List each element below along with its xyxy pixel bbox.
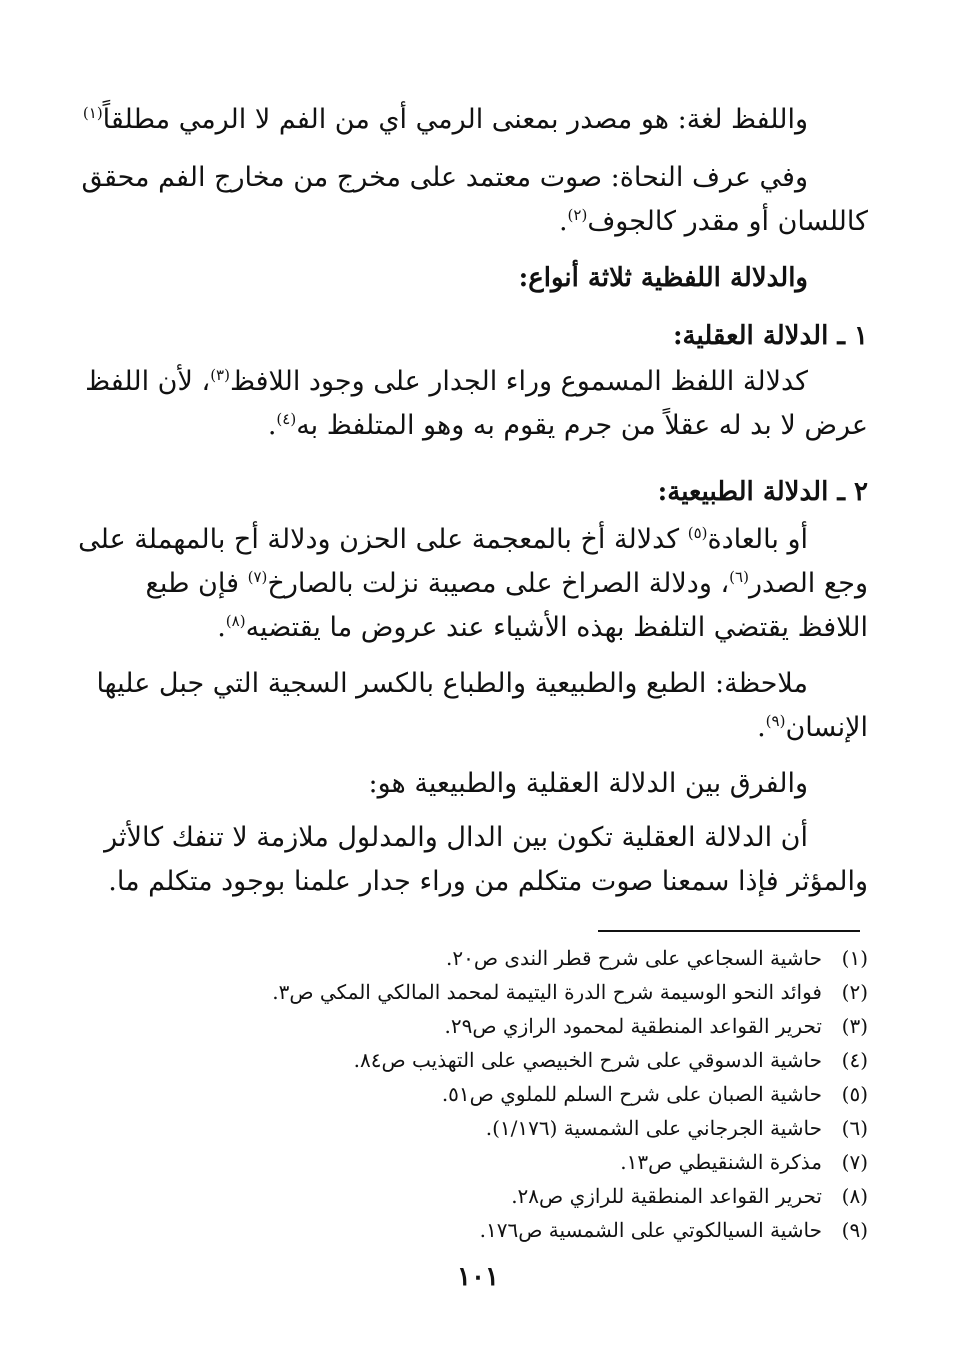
paragraph-line: [82, 100, 868, 140]
footnote-number: (٢): [841, 980, 868, 1004]
text-span: أن الدلالة العقلية تكون بين الدال والمدلول ملازمة لا تنفك كالأثر: [104, 822, 808, 853]
paragraph-line: [85, 362, 868, 402]
text-span: كدلالة أخ بالمعجمة على الحزن ودلالة أح بالمهملة على: [78, 524, 688, 555]
footnote-number: (٤): [841, 1048, 868, 1072]
text-span: فإن طبع: [145, 568, 248, 599]
text-span: والفرق بين الدلالة العقلية والطبيعية هو:: [368, 768, 808, 799]
footnote-ref: (٢): [567, 206, 588, 224]
paragraph-line: [118, 608, 868, 648]
footnote-item: [511, 1182, 868, 1210]
paragraph-line: [118, 564, 868, 604]
footnote-item: [272, 978, 868, 1006]
footnote-text: حاشية الجرجاني على الشمسية (١/١٧٦).: [485, 1116, 822, 1140]
paragraph-line: [118, 202, 868, 242]
footnote-number: (٦): [841, 1116, 868, 1140]
text-span: كاللسان أو مقدر كالجوف: [587, 206, 868, 237]
footnote-text: حاشية السجاعي على شرح قطر الندى ص٢٠.: [445, 946, 822, 970]
text-span: والمؤثر فإذا سمعنا صوت متكلم من وراء جدار علمنا بوجود متكلم ما.: [108, 866, 868, 897]
footnote-ref: (٤): [276, 410, 297, 428]
footnote-ref: (٩): [765, 712, 786, 730]
heading-text: ١ ـ الدلالة العقلية:: [672, 321, 868, 351]
footnote-number: (٣): [841, 1014, 868, 1038]
paragraph-line: [81, 158, 868, 198]
paragraph-line: [104, 818, 868, 858]
paragraph-line: [118, 708, 868, 748]
footnote-ref: (٨): [225, 612, 246, 630]
footnote-item: [354, 1046, 868, 1074]
section-heading: [118, 258, 868, 298]
text-span: واللفظ لغة: هو مصدر بمعنى الرمي أي من الفم لا الرمي مطلقاً: [102, 104, 808, 135]
footnote-text: حاشية الصبان على شرح السلم للملوي ص٥١.: [441, 1082, 822, 1106]
text-span: .: [217, 612, 226, 643]
text-span: عرض لا بد له عقلاً من جرم يقوم به وهو المتلفظ به: [296, 410, 868, 441]
footnote-item: [620, 1148, 868, 1176]
footnote-divider: [598, 930, 860, 932]
footnote-item: [486, 1114, 868, 1142]
footnote-number: (٥): [841, 1082, 868, 1106]
heading-text: ٢ ـ الدلالة الطبيعية:: [657, 477, 868, 507]
footnote-item: [445, 1012, 868, 1040]
text-span: ، ودلالة الصراخ على مصيبة نزلت بالصارخ: [267, 568, 730, 599]
footnote-number: (٧): [841, 1150, 868, 1174]
paragraph-line: [118, 764, 868, 804]
paragraph-line: [96, 664, 868, 704]
section-heading: [118, 316, 868, 356]
text-span: ملاحظة: الطبع والطبيعية والطباع بالكسر السجية التي جبل عليها: [96, 668, 808, 699]
footnote-item: [480, 1216, 868, 1244]
text-span: وفي عرف النحاة: صوت معتمد على مخرج من مخارج الفم محقق: [81, 162, 808, 193]
text-span: .: [267, 410, 277, 441]
footnote-text: حاشية السيالكوتي على الشمسية ص١٧٦.: [479, 1218, 822, 1242]
footnote-number: (١): [841, 946, 868, 970]
footnote-item: [446, 944, 868, 972]
footnote-text: تحرير القواعد المنطقية لمحمود الرازي ص٢٩.: [444, 1014, 822, 1038]
footnote-text: فوائد النحو الوسيمة شرح الدرة اليتيمة لمحمد المالكي المكي ص٣.: [272, 980, 822, 1004]
paragraph-line: [78, 520, 868, 560]
text-span: أو بالعادة: [707, 524, 808, 555]
text-span: ، لأن اللفظ: [85, 366, 211, 397]
paragraph-line: [108, 862, 868, 902]
text-span: اللافظ يقتضي التلفظ بهذه الأشياء عند عروض ما يقتضيه: [245, 612, 868, 643]
footnote-text: حاشية الدسوقي على شرح الخبيصي على التهذيب ص٨٤.: [353, 1048, 822, 1072]
page-number: ١٠١: [457, 1262, 499, 1292]
footnote-text: تحرير القواعد المنطقية للرازي ص٢٨.: [511, 1184, 822, 1208]
text-span: وجع الصدر: [748, 568, 868, 599]
footnote-ref: (٥): [687, 524, 708, 542]
footnote-ref: (٦): [729, 568, 749, 586]
footnote-number: (٨): [841, 1184, 868, 1208]
text-span: .: [757, 712, 766, 743]
heading-text: والدلالة اللفظية ثلاثة أنواع:: [518, 263, 808, 293]
section-heading: [118, 472, 868, 512]
footnote-ref: (٣): [210, 366, 230, 384]
text-span: كدلالة اللفظ المسموع وراء الجدار على وجود اللافظ: [229, 366, 808, 397]
footnote-ref: (١): [82, 104, 103, 122]
footnote-number: (٩): [841, 1218, 868, 1242]
text-span: .: [558, 206, 568, 237]
text-span: الإنسان: [785, 712, 868, 743]
footnote-ref: (٧): [247, 568, 268, 586]
paragraph-line: [118, 406, 868, 446]
footnote-item: [442, 1080, 868, 1108]
footnote-text: مذكرة الشنقيطي ص١٣.: [620, 1150, 822, 1174]
